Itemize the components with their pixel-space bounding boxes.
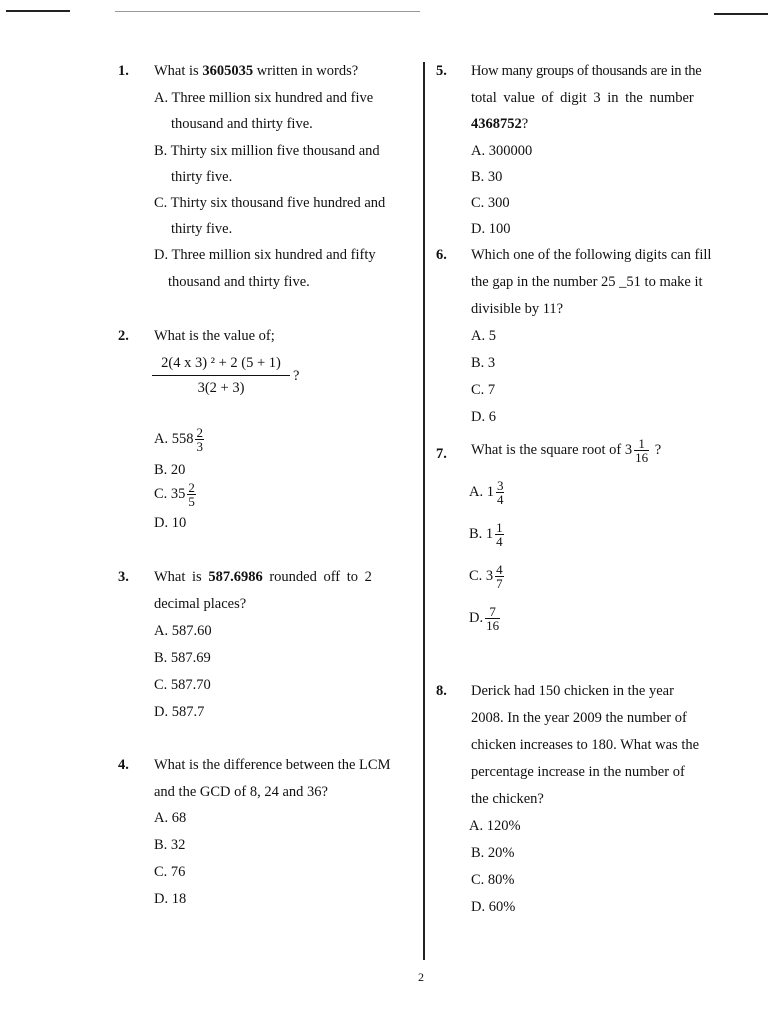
option-d: D. $\frac{7}{16}$: [469, 604, 500, 633]
question-text: What is 3605035 written in words?: [154, 63, 359, 79]
top-rule-right: [714, 13, 768, 15]
question-text-cont4: the chicken?: [471, 791, 544, 807]
option-c-cont: thirty five.: [171, 221, 233, 237]
question-text: What is 587.6986 rounded off to 2: [154, 569, 372, 585]
question-text-cont: decimal places?: [154, 596, 247, 612]
option-b-cont: thirty five.: [171, 169, 233, 185]
expression-question-mark: ?: [293, 368, 300, 384]
mixed-fraction: $\frac{2}{3}$: [196, 425, 203, 454]
option-a: A. 587.60: [154, 623, 212, 639]
question-text-cont: the gap in the number 25 _51 to make it: [471, 274, 703, 290]
question-text: Which one of the following digits can fill: [471, 247, 712, 263]
option-a: A. 300000: [471, 143, 533, 159]
question-text-cont: and the GCD of 8, 24 and 36?: [154, 784, 328, 800]
mixed-fraction: $\frac{3}{4}$: [496, 478, 504, 507]
question-text-cont3: percentage increase in the number of: [471, 764, 685, 780]
option-d: D. 100: [471, 221, 511, 237]
question-number: 7.: [436, 446, 447, 462]
option-d: D. 60%: [471, 899, 516, 915]
question-text: What is the difference between the LCM: [154, 757, 391, 773]
page-number: 2: [418, 970, 424, 984]
option-d-cont: thousand and thirty five.: [168, 274, 310, 290]
option-c: C. 76: [154, 864, 186, 880]
option-a: A. 5: [471, 328, 496, 344]
mixed-fraction: $\frac{4}{7}$: [496, 562, 503, 591]
top-rule-middle: [115, 11, 420, 12]
expression-numerator: 2(4 x 3) ² + 2 (5 + 1): [152, 355, 290, 376]
option-c: C. Thirty six thousand five hundred and: [154, 195, 386, 211]
option-a: A. Three million six hundred and five: [154, 90, 374, 106]
question-number: 8.: [436, 683, 447, 699]
top-rule-left: [6, 10, 70, 12]
option-d: D. 587.7: [154, 704, 205, 720]
option-a: A. 1 $\frac{3}{4}$: [469, 478, 504, 507]
question-number: 6.: [436, 247, 447, 263]
expression-denominator: 3(2 + 3): [197, 380, 245, 396]
option-b: B. 1 $\frac{1}{4}$: [469, 520, 503, 549]
question-text-cont2: chicken increases to 180. What was the: [471, 737, 700, 753]
option-c: C. 3 $\frac{4}{7}$: [469, 562, 503, 591]
question-text: Derick had 150 chicken in the year: [471, 683, 674, 699]
question-text: How many groups of thousands are in the: [471, 63, 702, 79]
option-d: D. 18: [154, 891, 187, 907]
option-c: C. 587.70: [154, 677, 211, 693]
option-b: B. 587.69: [154, 650, 211, 666]
option-a: A. 68: [154, 810, 187, 826]
option-a-cont: thousand and thirty five.: [171, 116, 313, 132]
option-b: B. 20%: [471, 845, 515, 861]
option-b: B. 3: [471, 355, 496, 371]
expression-fraction: [152, 355, 290, 397]
question-number: 4.: [118, 757, 129, 773]
option-a: A. 120%: [469, 818, 521, 834]
question-number: 2.: [118, 328, 129, 344]
option-b: B. Thirty six million five thousand and: [154, 143, 380, 159]
question-number: 3.: [118, 569, 129, 585]
mixed-fraction: $\frac{1}{16}$: [635, 436, 649, 465]
question-text-cont: 2008. In the year 2009 the number of: [471, 710, 687, 726]
mixed-fraction: $\frac{1}{4}$: [496, 520, 503, 549]
question-text: What is the square root of 3 $\frac{1}{16}$ ?: [471, 436, 662, 465]
question-number: 1.: [118, 63, 129, 79]
option-c: C. 7: [471, 382, 496, 398]
question-number: 5.: [436, 63, 447, 79]
question-text-cont2: divisible by 11?: [471, 301, 564, 317]
question-text-cont2: 4368752?: [471, 116, 529, 132]
option-d: D. 6: [471, 409, 496, 425]
option-d: D. Three million six hundred and fifty: [154, 247, 376, 263]
option-b: B. 30: [471, 169, 503, 185]
mixed-fraction: $\frac{2}{5}$: [188, 480, 195, 509]
option-a: A. 558 $\frac{2}{3}$: [154, 425, 203, 454]
question-text: What is the value of;: [154, 328, 275, 344]
option-c: C. 300: [471, 195, 510, 211]
column-divider: [423, 62, 425, 960]
option-b: B. 32: [154, 837, 186, 853]
fraction: $\frac{7}{16}$: [486, 604, 500, 633]
option-c: C. 35 $\frac{2}{5}$: [154, 480, 195, 509]
option-b: B. 20: [154, 462, 186, 478]
option-d: D. 10: [154, 515, 187, 531]
question-text-cont: total value of digit 3 in the number: [471, 90, 694, 106]
option-c: C. 80%: [471, 872, 515, 888]
